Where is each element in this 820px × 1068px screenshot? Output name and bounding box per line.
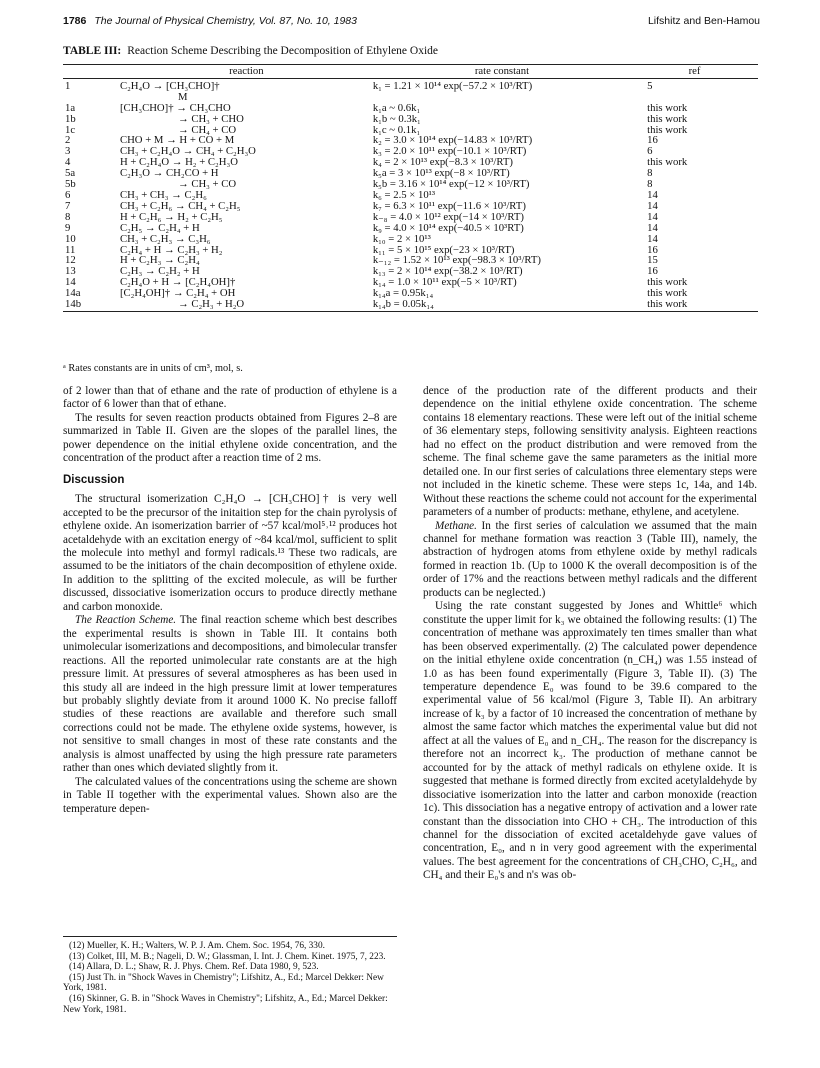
- reference: this work: [647, 112, 688, 125]
- reaction-equation: C₂H₃O → CH₂CO + H: [119, 167, 219, 180]
- reference-entry: (14) Allara, D. L.; Shaw, R. J. Phys. Chem. Ref. Data 1980, 9, 523.: [69, 962, 319, 973]
- reaction-number: 12: [65, 254, 76, 267]
- reaction-equation: H + C₂H₃ → C₂H₄: [119, 254, 200, 267]
- reaction-number: 8: [65, 210, 71, 223]
- rate-constant: k₁ = 1.21 × 10¹⁴ exp(−57.2 × 10³/RT): [372, 79, 533, 92]
- reference: 8: [647, 178, 653, 191]
- rate-constant: k₋₈ = 4.0 × 10¹² exp(−14 × 10³/RT): [372, 210, 524, 223]
- page-number: 1786: [63, 15, 87, 27]
- paragraph: Using the rate constant suggested by Jones and Whittle⁶ which constitute the upper limit for k₃ we obtained the following results: (1) The concentration of methane was approximately ten times smaller than what has been observed experimentally. (2) The calculated power dependence on the initial ethylene oxide concentration (n_CH₄) was 1.55 instead of 1.0 as has been found experimentally (Figure 3, Table II). (3) The temperature dependence E₀ was found to be 39.6 compared to the experimental value of 56 kcal/mol (Figure 3, Table II). An arbitrary increase of k₃ by a factor of 10 increased the concentration of methane by almost the same factor which matches the experimental value but did not affect at all the values of E₀ and n_CH₄. The reason for the discrepancy is therefore not an incorrect k₃. The production of methane cannot be accounted for by the attack of methyl radicals on ethylene oxide. It is suggested that methane is formed directly from excited acetylaldehyde by dissociative isomerization into the latter and carbon monoxide (reaction 1c). This dissociation has a negative entropy of activation and a lower rate constant than the dissociation into CHO + CH₃. The introduction of this channel for the dissociation of excited acetaldehyde gave values of concentration, E₀, and n in very good agreement with the experimental values. The best agreement for the concentrations of CH₃CHO, C₂H₆, and CH₄ and their E₀'s and n's was ob-: [423, 600, 757, 882]
- rate-constant: k₁₄ = 1.0 × 10¹¹ exp(−5 × 10³/RT): [372, 276, 517, 289]
- paragraph: The structural isomerization C₂H₄O → [CH₃CHO]† is very well accepted to be the precursor of the initaition step for the chain pyrolysis of ethylene oxide. An isomerization barrier of ~57 kcal/mol⁵˒¹² produces hot acetaldehyde with an excitation energy of ~84 kcal/mol, sufficient to split the molecule into methyl and formyl radicals.¹³ These two radicals, are assumed to be the initiators of the chain decomposition of ethylene oxide. In addition to the splitting of the excited molecule, as will be further discussed, dissociative isomerization occurs to produce directly methane and carbon monoxide.: [63, 493, 397, 613]
- table-row: [63, 234, 758, 245]
- reference: 15: [647, 254, 658, 267]
- paragraph-lead: Methane.: [435, 519, 477, 532]
- reaction-equation: → CH₃ + CO: [177, 178, 237, 191]
- author-names: Lifshitz and Ben-Hamou: [647, 15, 760, 27]
- reaction-equation: C₂H₃ → C₂H₂ + H: [119, 265, 200, 278]
- rate-constant: k₉ = 4.0 × 10¹⁴ exp(−40.5 × 10³RT): [372, 221, 524, 234]
- right-text-column: [423, 385, 757, 883]
- reference: 8: [647, 167, 653, 180]
- reference: this work: [647, 123, 688, 136]
- reference-list: [63, 936, 397, 1015]
- reaction-equation: CH₃ + CH₃ → C₂H₆: [119, 188, 207, 201]
- column-header-number: [63, 65, 120, 79]
- reaction-number: 4: [65, 156, 71, 169]
- rate-constant: k₇ = 6.3 × 10¹¹ exp(−11.6 × 10³/RT): [372, 199, 526, 212]
- rate-constant: k₁₄a = 0.95k₁₄: [372, 287, 434, 300]
- reaction-number: 14a: [65, 287, 81, 300]
- reaction-equation: → CH₃ + CHO: [177, 112, 244, 125]
- reference: 16: [647, 265, 658, 278]
- table-row: [63, 114, 758, 125]
- rate-constant: k₁₁ = 5 × 10¹⁵ exp(−23 × 10³/RT): [372, 243, 515, 256]
- reaction-equation: C₂H₄O + H → [C₂H₄OH]†: [119, 276, 236, 289]
- reaction-equation: → C₂H₃ + H₂O: [120, 299, 373, 311]
- reaction-number: 3: [65, 145, 71, 158]
- reaction-number: 1c: [65, 123, 76, 136]
- reference: 6: [647, 145, 653, 158]
- reaction-equation: CHO + M → H + CO + M: [119, 134, 235, 147]
- table-caption: [63, 45, 438, 57]
- reference: 14: [647, 210, 658, 223]
- reaction-number: 1b: [65, 112, 76, 125]
- reaction-number: 6: [65, 188, 71, 201]
- rate-constant: k₁b ~ 0.3k₁: [372, 112, 421, 125]
- table-label: TABLE III:: [63, 45, 122, 57]
- rate-constant: k₁₄b = 0.05k₁₄: [373, 299, 631, 311]
- reaction-equation: H + C₂H₄O → H₂ + C₂H₃O: [119, 156, 238, 169]
- table-row: [63, 78, 758, 91]
- reaction-equation: C₂H₅ → C₂H₄ + H: [119, 221, 200, 234]
- reaction-equation: CH₃ + C₂H₆ → CH₄ + C₂H₅: [119, 199, 241, 212]
- column-header-rate-constant: rate constant: [373, 65, 631, 79]
- rate-constant: k₄ = 2 × 10¹³ exp(−8.3 × 10³/RT): [372, 156, 513, 169]
- reaction-equation: C₂H₄O → [CH₃CHO]†: [119, 79, 220, 92]
- reaction-scheme-table: [63, 64, 758, 312]
- journal-citation: The Journal of Physical Chemistry, Vol. 87, No. 10, 1983: [94, 15, 357, 27]
- reference: 14: [647, 199, 658, 212]
- reaction-equation: C₂H₄ + H → C₂H₃ + H₂: [119, 243, 223, 256]
- reaction-number: 14: [65, 276, 76, 289]
- reaction-equation: H + C₂H₆ → H₂ + C₂H₅: [119, 210, 223, 223]
- paragraph-lead: The Reaction Scheme.: [75, 614, 177, 627]
- reference: 16: [647, 134, 658, 147]
- reference: 14: [647, 221, 658, 234]
- reaction-number: 1a: [65, 101, 76, 114]
- reference: 14: [647, 232, 658, 245]
- reference-entry: (12) Mueller, K. H.; Walters, W. P. J. Am. Chem. Soc. 1954, 76, 330.: [69, 941, 325, 951]
- reaction-equation: M: [177, 90, 188, 103]
- reference-entry: (16) Skinner, G. B. in "Shock Waves in Chemistry"; Lifshitz, A., Ed.; Marcel Dekker: New York, 1981.: [63, 993, 388, 1015]
- section-heading-discussion: Discussion: [63, 473, 125, 486]
- column-header-ref: ref: [631, 65, 758, 79]
- table-row: [63, 223, 758, 234]
- rate-constant: k₁c ~ 0.1k₁: [372, 123, 421, 136]
- reaction-equation: [C₂H₄OH]† → C₂H₄ + OH: [119, 287, 236, 300]
- table-row: [63, 299, 758, 311]
- rate-constant: k₂ = 3.0 × 10¹⁴ exp(−14.83 × 10³/RT): [372, 134, 533, 147]
- rate-constant: k₁a ~ 0.6k₁: [372, 101, 421, 114]
- running-head-left: [63, 15, 357, 27]
- reference: 5: [647, 79, 653, 92]
- reference-entry: (15) Just Th. in "Shock Waves in Chemistry"; Lifshitz, A., Ed.; Marcel Dekker: New York, 1981.: [63, 972, 384, 994]
- table-row: [63, 103, 758, 114]
- reference: this work: [647, 101, 688, 114]
- reaction-number: 5a: [65, 167, 76, 180]
- reaction-number: 1: [65, 79, 71, 92]
- left-text-column: [63, 385, 397, 816]
- rate-constant: k₁₀ = 2 × 10¹³: [372, 232, 431, 245]
- rate-constant: k₆ = 2.5 × 10¹³: [372, 188, 436, 201]
- reference-entry: (13) Colket, III, M. B.; Nageli, D. W.; Glassman, I. Int. J. Chem. Kinet. 1975, 7, 223.: [69, 951, 386, 962]
- rate-constant: k₅b = 3.16 × 10¹⁴ exp(−12 × 10³/RT): [372, 178, 530, 191]
- paragraph: dence of the production rate of the different products and their dependence on the initial ethylene oxide concentration. The scheme contains 18 elementary reactions. These were left out of the initial scheme of 36 elementary steps, following sensitivity analysis. Eighteen reactions had no effect on the product distribution and were removed from the scheme. The final scheme gave the same parameters as the initial more detailed one. In our first series of calculations three elementary steps were not included in the kinetic scheme. These were steps 1c, 14a, and 14b. Without these reactions the scheme could not account for the experimental parameters of a number of products: methane, ethylene, and acetylene.: [423, 385, 757, 519]
- reference: 14: [647, 188, 658, 201]
- reaction-number: 13: [65, 265, 76, 278]
- rate-constant: k₁₃ = 2 × 10¹⁴ exp(−38.2 × 10³/RT): [372, 265, 523, 278]
- reaction-number: 9: [65, 221, 71, 234]
- running-head: [63, 15, 760, 29]
- reaction-number: 14b: [63, 299, 120, 311]
- reaction-number: 2: [65, 134, 71, 147]
- paragraph: [423, 520, 757, 601]
- reaction-equation: CH₃ + C₂H₄O → CH₄ + C₂H₃O: [119, 145, 256, 158]
- paragraph: The calculated values of the concentrations using the scheme are shown in Table II together with the experimental values. Shown also are the temperature depen-: [63, 775, 397, 815]
- rate-constant: k₅a = 3 × 10¹³ exp(−8 × 10³/RT): [372, 167, 510, 180]
- reaction-number: 7: [65, 199, 71, 212]
- paragraph-body: The final reaction scheme which best describes the experimental results is shown in Table III. It contains both unimolecular isomerizations and decompositions, and bimolecular transfer reactions. All the reported unimolecular rate constants are at the high pressure limit. At pressures of several atmospheres as has been used in this study all are indeed in the high pressure limit at lower temperatures but probably slightly deviate from it around 1000 K. No precise falloff studies of these reactions are available and therefore such small corrections could not be made. The ethylene oxide systems, however, is not sensitive to small changes in most of these rate constants and the analysis is almost unaffected by using the high pressure rate parameters rather than ones which deviated slightly from it.: [63, 614, 397, 775]
- table-title: Reaction Scheme Describing the Decomposition of Ethylene Oxide: [127, 45, 439, 57]
- table-footnote: ᵃ Rates constants are in units of cm³, mol, s.: [63, 363, 243, 374]
- reference: this work: [631, 299, 758, 311]
- reaction-equation: → CH₄ + CO: [177, 123, 237, 136]
- reaction-equation: [CH₃CHO]† → CH₃CHO: [119, 101, 231, 114]
- reaction-equation: CH₃ + C₂H₃ → C₃H₆: [119, 232, 211, 245]
- paragraph: [63, 614, 397, 775]
- paragraph: of 2 lower than that of ethane and the rate of production of ethylene is a factor of 6 lower than that of ethane.: [63, 385, 397, 411]
- table-header-row: [63, 65, 758, 79]
- paragraph-body: In the first series of calculation we assumed that the main channel for methane formation was reaction 3 (Table III), namely, the abstraction of hydrogen atoms from ethylene oxide by methyl radicals formed in reaction 1b. (Up to 1000 K the overall decomposition is of the order of 17% and the reactions between methyl radicals and the different products can be neglected.): [423, 519, 757, 599]
- reference: 16: [647, 243, 658, 256]
- reference: this work: [647, 276, 688, 289]
- reference: this work: [647, 156, 688, 169]
- reaction-number: 11: [65, 243, 76, 256]
- rate-constant: k₃ = 2.0 × 10¹¹ exp(−10.1 × 10³/RT): [372, 145, 527, 158]
- paragraph: The results for seven reaction products obtained from Figures 2–8 are summarized in Table II. Given are the slopes of the parallel lines, the power dependence on the initial ethylene oxide concentration, and the concentration of the product after a reaction time of 2 ms.: [63, 411, 397, 465]
- reaction-number: 5b: [65, 178, 76, 191]
- rate-constant: k₋₁₂ = 1.52 × 10¹³ exp(−98.3 × 10³/RT): [372, 254, 541, 267]
- reference: this work: [647, 287, 688, 300]
- reaction-number: 10: [65, 232, 76, 245]
- column-header-reaction: reaction: [120, 65, 373, 79]
